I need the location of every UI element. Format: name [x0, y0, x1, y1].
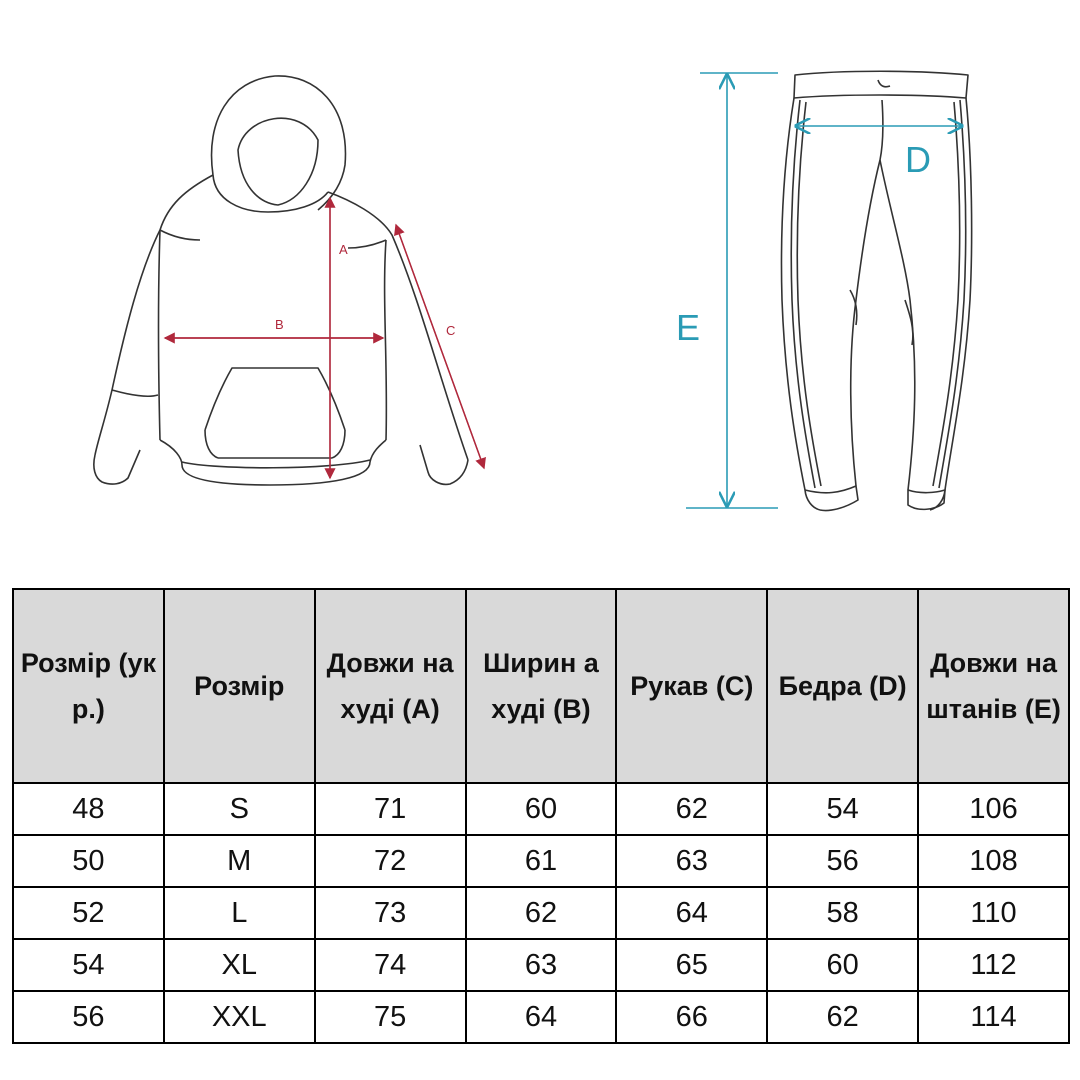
- table-cell: 63: [616, 835, 767, 887]
- table-cell: M: [164, 835, 315, 887]
- hoodie-drawing: [94, 76, 468, 485]
- header-hips: Бедра (D): [767, 589, 918, 783]
- size-table: [12, 588, 1070, 1044]
- table-cell: 108: [918, 835, 1069, 887]
- header-size-ua: Розмір (укр.): [13, 589, 164, 783]
- table-cell: 50: [13, 835, 164, 887]
- hoodie-measurements: [165, 198, 484, 478]
- table-cell: XXL: [164, 991, 315, 1043]
- table-cell: 52: [13, 887, 164, 939]
- table-cell: 112: [918, 939, 1069, 991]
- table-cell: L: [164, 887, 315, 939]
- label-e: E: [676, 307, 701, 348]
- table-cell: 66: [616, 991, 767, 1043]
- table-cell: 75: [315, 991, 466, 1043]
- table-cell: 60: [767, 939, 918, 991]
- table-cell: 114: [918, 991, 1069, 1043]
- table-cell: 64: [616, 887, 767, 939]
- table-row: [13, 991, 1069, 1043]
- header-sleeve: Рукав (C): [616, 589, 767, 783]
- header-hoodie-width: Ширин а худі (B): [466, 589, 617, 783]
- pants-drawing: [782, 71, 972, 510]
- table-cell: 64: [466, 991, 617, 1043]
- table-cell: 106: [918, 783, 1069, 835]
- table-cell: 61: [466, 835, 617, 887]
- label-a: A: [339, 242, 348, 257]
- table-cell: 56: [767, 835, 918, 887]
- table-cell: 54: [767, 783, 918, 835]
- header-pants-length: Довжи на штанів (E): [918, 589, 1069, 783]
- table-row: [13, 887, 1069, 939]
- table-cell: 56: [13, 991, 164, 1043]
- table-cell: 62: [616, 783, 767, 835]
- table-header-row: [13, 589, 1069, 783]
- table-cell: 62: [767, 991, 918, 1043]
- table-cell: 65: [616, 939, 767, 991]
- table-cell: 73: [315, 887, 466, 939]
- table-cell: 62: [466, 887, 617, 939]
- table-cell: 72: [315, 835, 466, 887]
- label-c: C: [446, 323, 456, 338]
- header-size: Розмір: [164, 589, 315, 783]
- table-row: [13, 783, 1069, 835]
- table-cell: 74: [315, 939, 466, 991]
- table-cell: 60: [466, 783, 617, 835]
- label-d: D: [905, 139, 931, 180]
- table-row: [13, 939, 1069, 991]
- table-cell: 63: [466, 939, 617, 991]
- table-cell: XL: [164, 939, 315, 991]
- table-cell: 58: [767, 887, 918, 939]
- table-cell: S: [164, 783, 315, 835]
- table-row: [13, 835, 1069, 887]
- table-cell: 54: [13, 939, 164, 991]
- header-hoodie-length: Довжи на худі (A): [315, 589, 466, 783]
- label-b: B: [275, 317, 284, 332]
- table-cell: 48: [13, 783, 164, 835]
- table-cell: 110: [918, 887, 1069, 939]
- table-cell: 71: [315, 783, 466, 835]
